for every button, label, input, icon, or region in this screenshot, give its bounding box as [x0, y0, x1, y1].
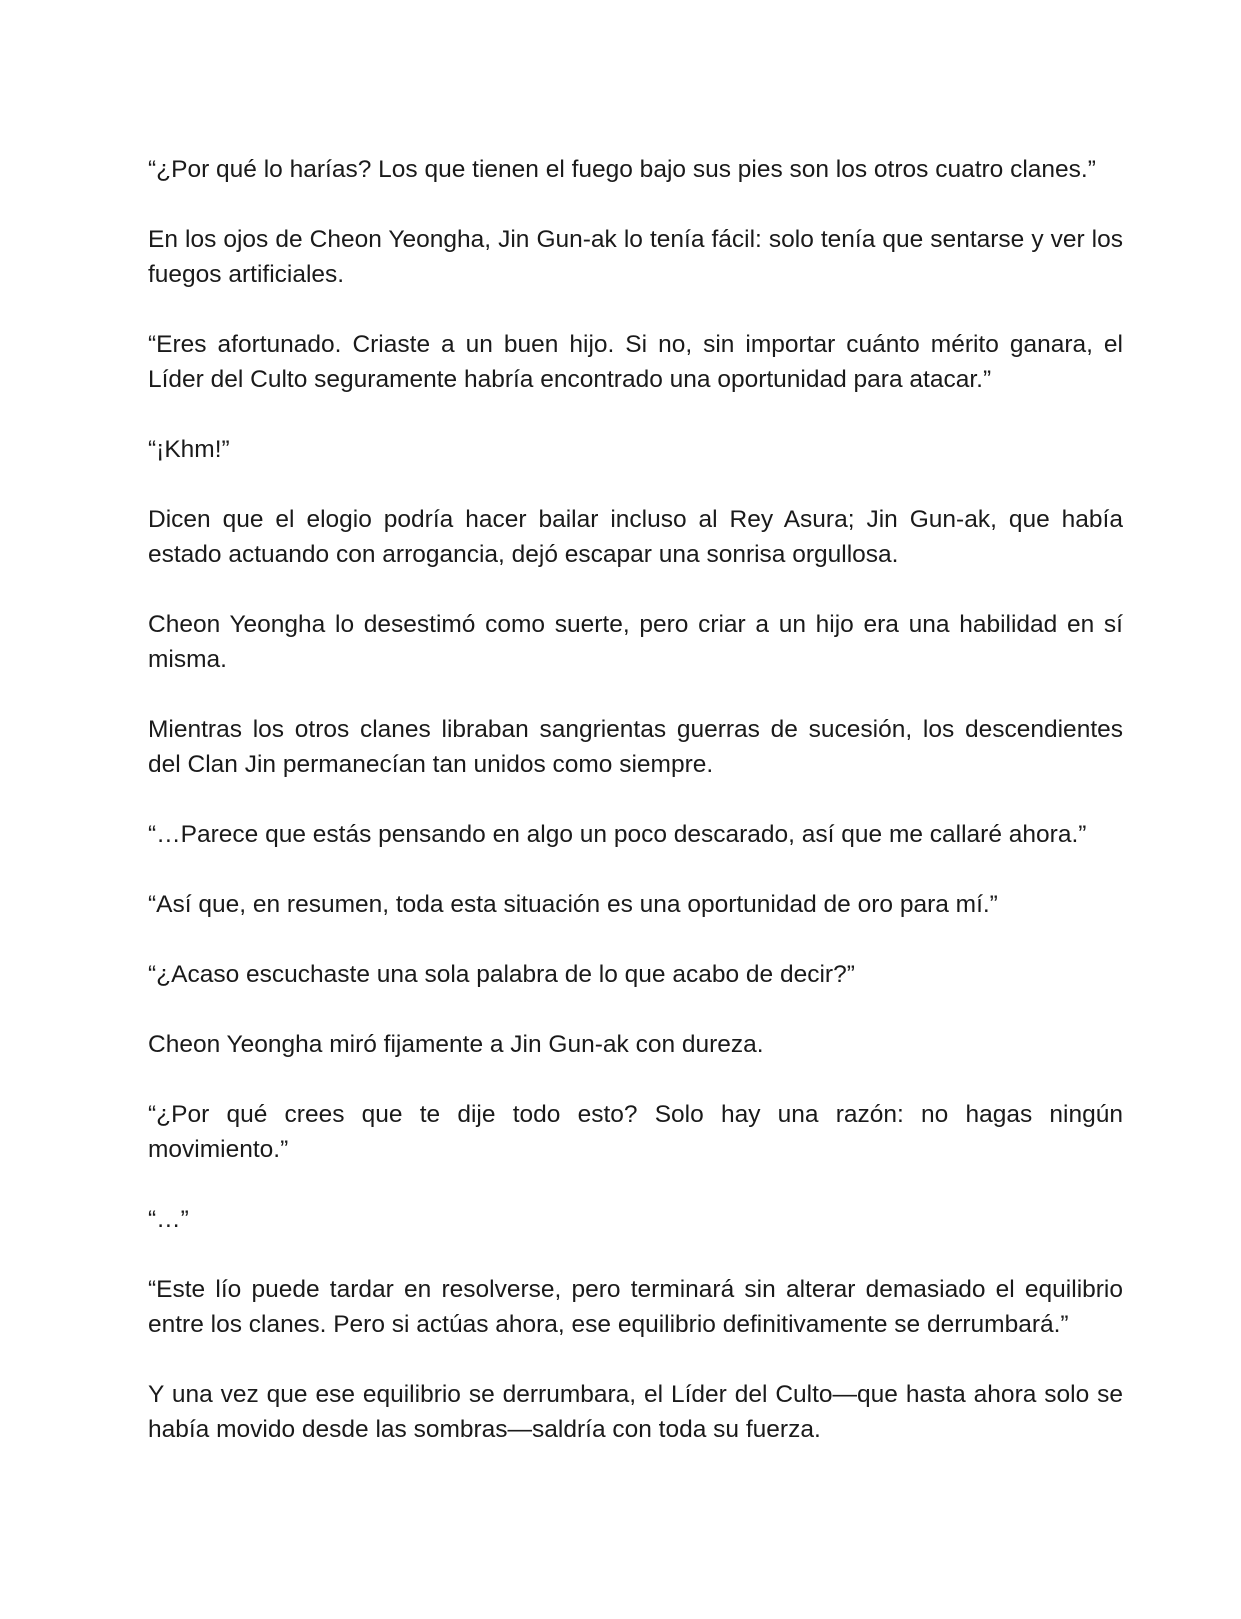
paragraph-12: “¿Por qué crees que te dije todo esto? Solo hay una razón: no hagas ningún movimiento.”: [148, 1101, 1123, 1163]
paragraph-7: Mientras los otros clanes libraban sangrientas guerras de sucesión, los descendientes del Clan Jin permanecían tan unidos como siempre.: [148, 716, 1123, 778]
paragraph-6: Cheon Yeongha lo desestimó como suerte, pero criar a un hijo era una habilidad en sí misma.: [148, 611, 1123, 673]
paragraph-14: “Este lío puede tardar en resolverse, pero terminará sin alterar demasiado el equilibrio entre los clanes. Pero si actúas ahora, ese equilibrio definitivamente se derrumbará.”: [148, 1276, 1123, 1338]
paragraph-8: “…Parece que estás pensando en algo un poco descarado, así que me callaré ahora.”: [148, 821, 1087, 848]
paragraph-2: En los ojos de Cheon Yeongha, Jin Gun-ak lo tenía fácil: solo tenía que sentarse y ver los fuegos artificiales.: [148, 226, 1123, 288]
paragraph-5: Dicen que el elogio podría hacer bailar incluso al Rey Asura; Jin Gun-ak, que había estado actuando con arrogancia, dejó escapar una sonrisa orgullosa.: [148, 506, 1123, 568]
paragraph-1: “¿Por qué lo harías? Los que tienen el fuego bajo sus pies son los otros cuatro clanes.”: [148, 156, 1096, 183]
body-text: [148, 152, 1123, 1482]
paragraph-10: “¿Acaso escuchaste una sola palabra de lo que acabo de decir?”: [148, 961, 855, 988]
paragraph-9: “Así que, en resumen, toda esta situación es una oportunidad de oro para mí.”: [148, 891, 998, 918]
paragraph-15: Y una vez que ese equilibrio se derrumbara, el Líder del Culto—que hasta ahora solo se había movido desde las sombras—saldría con toda su fuerza.: [148, 1381, 1123, 1443]
paragraph-11: Cheon Yeongha miró fijamente a Jin Gun-ak con dureza.: [148, 1031, 764, 1058]
paragraph-4: “¡Khm!”: [148, 436, 230, 463]
paragraph-3: “Eres afortunado. Criaste a un buen hijo. Si no, sin importar cuánto mérito ganara, el Líder del Culto seguramente habría encontrado una oportunidad para atacar.”: [148, 331, 1123, 393]
paragraph-13: “…”: [148, 1206, 189, 1233]
